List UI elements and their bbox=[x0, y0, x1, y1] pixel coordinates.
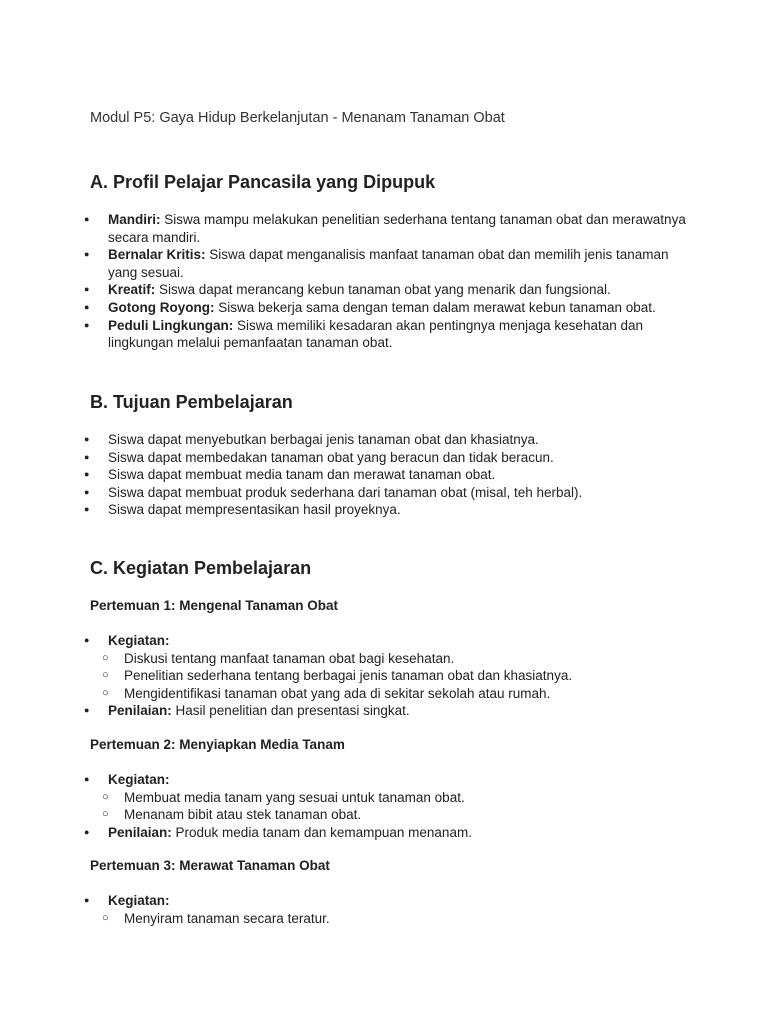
meeting-2 bbox=[90, 736, 700, 841]
section-kegiatan-pembelajaran bbox=[90, 557, 700, 944]
list-item bbox=[90, 246, 700, 281]
list-item: ● Siswa dapat mempresentasikan hasil proyeknya. bbox=[90, 501, 700, 519]
list-item bbox=[90, 281, 700, 299]
sub-list-item: ○ Menanam bibit atau stek tanaman obat. bbox=[108, 806, 700, 824]
list-item-text: Siswa bekerja sama dengan teman dalam merawat kebun tanaman obat. bbox=[214, 299, 656, 315]
activity-list bbox=[108, 910, 700, 928]
sub-list-item: ○ Diskusi tentang manfaat tanaman obat bagi kesehatan. bbox=[108, 650, 700, 668]
meeting-title: Pertemuan 2: Menyiapkan Media Tanam bbox=[90, 736, 345, 752]
tujuan-list bbox=[90, 431, 700, 519]
activity-label: Kegiatan: bbox=[108, 633, 170, 648]
meeting-1 bbox=[90, 597, 700, 720]
list-item-text: Siswa mampu melakukan penelitian sederhana tentang tanaman obat dan merawatnya secara mandiri. bbox=[108, 212, 686, 245]
section-b-heading: B. Tujuan Pembelajaran bbox=[90, 392, 293, 412]
meeting-list bbox=[90, 771, 700, 841]
assessment-label: Penilaian: bbox=[108, 703, 172, 719]
list-item bbox=[90, 892, 700, 927]
list-item: ● Siswa dapat membedakan tanaman obat yang beracun dan tidak beracun. bbox=[90, 449, 700, 467]
list-item-text: Siswa dapat menganalisis manfaat tanaman obat dan memilih jenis tanaman yang sesuai. bbox=[108, 247, 669, 280]
meeting-3 bbox=[90, 857, 700, 927]
assessment-text: Produk media tanam dan kemampuan menanam. bbox=[171, 824, 472, 840]
activity-list bbox=[108, 650, 700, 703]
activity-label: Kegiatan: bbox=[108, 771, 170, 787]
list-item-term: Mandiri: bbox=[108, 212, 161, 227]
meeting-list bbox=[90, 632, 700, 720]
list-item bbox=[90, 317, 700, 352]
assessment-label: Penilaian: bbox=[108, 824, 172, 840]
list-item-term: Gotong Royong: bbox=[108, 299, 215, 315]
sub-list-item: ○ Menyiram tanaman secara teratur. bbox=[108, 910, 700, 928]
profil-list bbox=[90, 211, 700, 352]
document-title: Modul P5: Gaya Hidup Berkelanjutan - Menanam Tanaman Obat bbox=[90, 110, 505, 126]
list-item-term: Kreatif: bbox=[108, 282, 156, 298]
list-item: ● Siswa dapat menyebutkan berbagai jenis tanaman obat dan khasiatnya. bbox=[90, 431, 700, 449]
section-profil-pelajar bbox=[90, 171, 700, 352]
list-item-text: Siswa memiliki kesadaran akan pentingnya menjaga kesehatan dan lingkungan melalui pemanfaatan tanaman obat. bbox=[108, 317, 643, 351]
list-item bbox=[90, 632, 700, 702]
list-item bbox=[90, 702, 700, 720]
meeting-title: Pertemuan 3: Merawat Tanaman Obat bbox=[90, 858, 330, 874]
section-c-heading: C. Kegiatan Pembelajaran bbox=[90, 558, 312, 578]
list-item-term: Bernalar Kritis: bbox=[108, 247, 206, 263]
list-item bbox=[90, 771, 700, 824]
list-item bbox=[90, 824, 700, 842]
list-item bbox=[90, 211, 700, 246]
sub-list-item: ○ Membuat media tanam yang sesuai untuk tanaman obat. bbox=[108, 789, 700, 807]
activity-list bbox=[108, 789, 700, 824]
meeting-list bbox=[90, 892, 700, 927]
activity-label: Kegiatan: bbox=[108, 893, 170, 909]
section-tujuan-pembelajaran bbox=[90, 391, 700, 519]
assessment-text: Hasil penelitian dan presentasi singkat. bbox=[171, 703, 410, 719]
list-item: ● Siswa dapat membuat media tanam dan merawat tanaman obat. bbox=[90, 466, 700, 484]
sub-list-item: ○ Mengidentifikasi tanaman obat yang ada di sekitar sekolah atau rumah. bbox=[108, 685, 700, 703]
sub-list-item: ○ Penelitian sederhana tentang berbagai jenis tanaman obat dan khasiatnya. bbox=[108, 667, 700, 685]
list-item-term: Peduli Lingkungan: bbox=[108, 317, 234, 333]
list-item: ● Siswa dapat membuat produk sederhana dari tanaman obat (misal, teh herbal). bbox=[90, 484, 700, 502]
section-a-heading: A. Profil Pelajar Pancasila yang Dipupuk bbox=[90, 172, 436, 192]
list-item-text: Siswa dapat merancang kebun tanaman obat yang menarik dan fungsional. bbox=[155, 282, 611, 298]
list-item bbox=[90, 299, 700, 317]
meeting-title: Pertemuan 1: Mengenal Tanaman Obat bbox=[90, 598, 339, 613]
